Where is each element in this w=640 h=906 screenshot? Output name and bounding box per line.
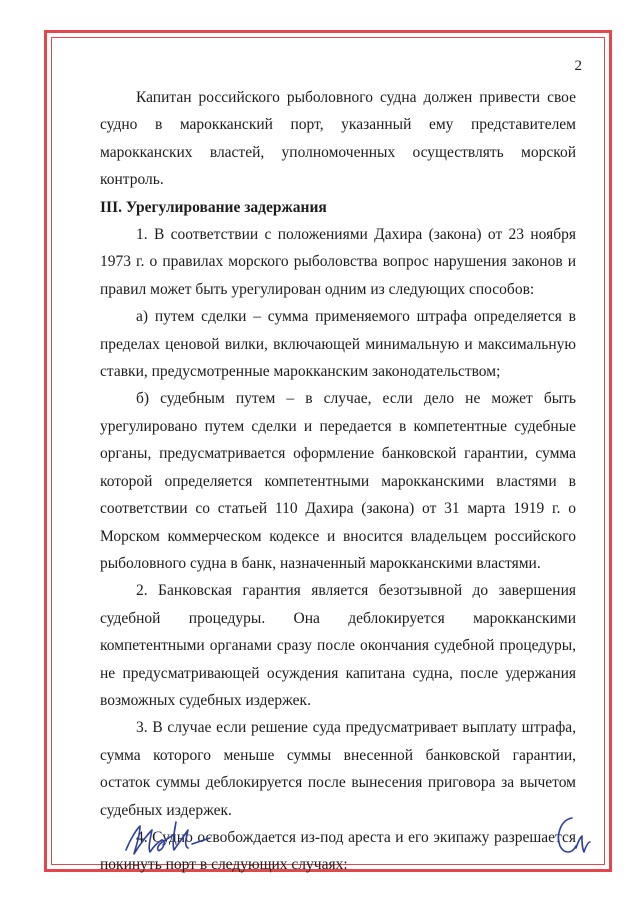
signature-left	[118, 814, 228, 864]
initials-right	[552, 812, 594, 862]
paragraph-1b: б) судебным путем – в случае, если дело не может быть урегулировано путем сделки и передается в компетентные судебные органы, предусматривается оформление банковской гарантии, сумма которой определяется компетентными марокканскими властями в соответствии со статьей 110 Дахира (закона) от 31 марта 1919 г. о Морском коммерческом кодексе и вносится владельцем российского рыболовного судна в банк, назначенный марокканскими властями.	[100, 390, 576, 572]
paragraph-2: 2. Банковская гарантия является безотзывной до завершения судебной процедуры. Она деблокируется марокканскими компетентными органами сразу после окончания судебной процедуры, не предусматривающей осуждения капитана судна, после удержания возможных судебных издержек.	[100, 582, 576, 709]
section-heading: III. Урегулирование задержания	[100, 198, 327, 216]
document-body	[100, 84, 576, 879]
page-number: 2	[574, 58, 582, 74]
paragraph-3: 3. В случае если решение суда предусматривает выплату штрафа, сумма которого меньше суммы внесенной банковской гарантии, остаток суммы деблокируется после вынесения приговора за вычетом судебных издержек.	[100, 719, 576, 819]
paragraph-1: 1. В соответствии с положениями Дахира (закона) от 23 ноября 1973 г. о правилах морского рыболовства вопрос нарушения законов и правил может быть урегулирован одним из следующих способов:	[100, 226, 576, 298]
paragraph-4: 4. Судно освобождается из-под ареста и его экипажу разрешается покинуть порт в следующих случаях:	[100, 828, 576, 874]
paragraph-1a: а) путем сделки – сумма применяемого штрафа определяется в пределах ценовой вилки, включающей минимальную и максимальную ставки, предусмотренные марокканским законодательством;	[100, 308, 576, 381]
intro-paragraph: Капитан российского рыболовного судна должен привести свое судно в марокканский порт, указанный ему представителем марокканских властей, уполномоченных осуществлять морской контроль.	[100, 89, 576, 189]
